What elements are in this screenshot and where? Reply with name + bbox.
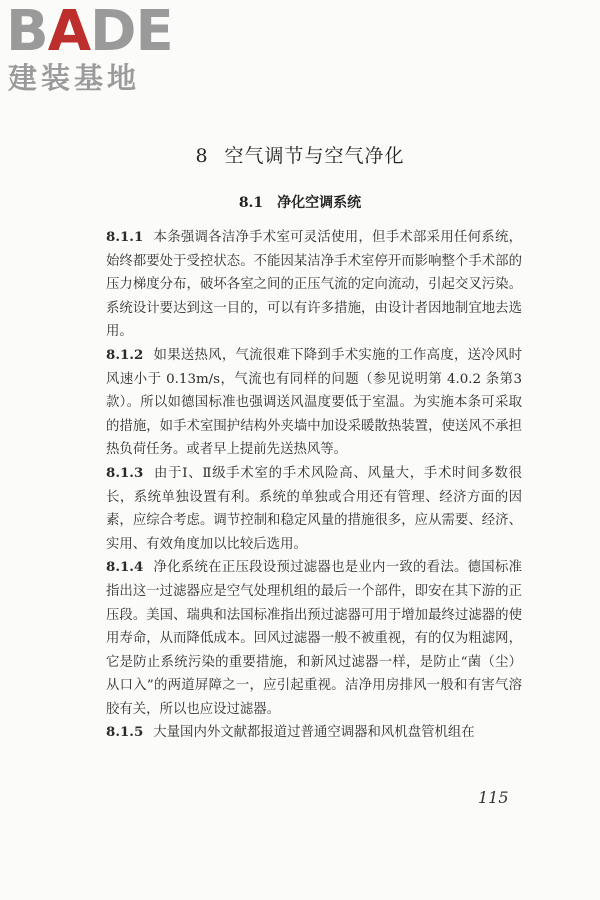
logo-brand-text: BADE <box>6 0 173 64</box>
clause-number: 8.1.4 <box>106 559 144 576</box>
paragraph-text: 由于Ⅰ、Ⅱ级手术室的手术风险高、风量大，手术时间多数很长，系统单独设置有利。系统的单独或合用还有管理、经济方面的因素，应综合考虑。调节控制和稳定风量的措施很多，应从需要、经济、实用、有效角度加以比较后选用。 <box>106 465 522 552</box>
bade-logo <box>6 0 178 96</box>
paragraph-8-1-4 <box>106 556 522 721</box>
chapter-number: 8 <box>195 145 209 167</box>
logo-brand-accent: A <box>47 0 91 64</box>
paragraph-text: 大量国内外文献都报道过普通空调器和风机盘管机组在 <box>153 725 475 741</box>
paragraph-text: 净化系统在正压段设预过滤器也是业内一致的看法。德国标准指出这一过滤器应是空气处理机组的最后一个部件，即安在其下游的正压段。美国、瑞典和法国标准指出预过滤器可用于增加最终过滤器的使用寿命，从而降低成本。回风过滤器一般不被重视，有的仅为粗滤网，它是防止系统污染的重要措施，和新风过滤器一样，是防止“菌（尘）从口入”的两道屏障之一，应引起重视。洁净用房排风一般和有害气溶胶有关，所以也应设过滤器。 <box>106 560 522 717</box>
clause-number: 8.1.1 <box>106 229 144 245</box>
page-number: 115 <box>478 788 509 807</box>
body-content <box>106 226 522 745</box>
paragraph-8-1-2 <box>106 344 522 462</box>
paragraph-text: 如果送热风，气流很难下降到手术实施的工作高度，送冷风时风速小于 0.13m/s，气流也有同样的问题（参见说明第 4.0.2 条第3款）。所以如德国标准也强调送风温度要低于室温。为实施本条可采取的措施，如手术室围护结构外夹墙中加设采暖散热装置，使送风不承担热负荷任务。或者早上提前先送热风等。 <box>106 347 522 458</box>
chapter-title-text: 空气调节与空气净化 <box>224 145 405 167</box>
section-title-text: 净化空调系统 <box>277 195 362 211</box>
paragraph-text: 本条强调各洁净手术室可灵活使用，但手术部采用任何系统，始终都要处于受控状态。不能因某洁净手术室停开而影响整个手术部的压力梯度分布，破坏各室之间的正压气流的定向流动，引起交叉污染。系统设计要达到这一目的，可以有许多措施，由设计者因地制宜地去选用。 <box>106 230 522 340</box>
clause-number: 8.1.2 <box>106 346 144 363</box>
paragraph-8-1-1 <box>106 226 522 344</box>
chapter-title <box>0 143 600 169</box>
clause-number: 8.1.3 <box>106 464 144 481</box>
paragraph-8-1-5 <box>106 721 522 745</box>
paragraph-8-1-3 <box>106 462 522 556</box>
section-title <box>0 193 600 213</box>
clause-number: 8.1.5 <box>106 724 144 741</box>
logo-subtitle: 建装基地 <box>8 61 141 95</box>
section-number: 8.1 <box>238 195 264 211</box>
